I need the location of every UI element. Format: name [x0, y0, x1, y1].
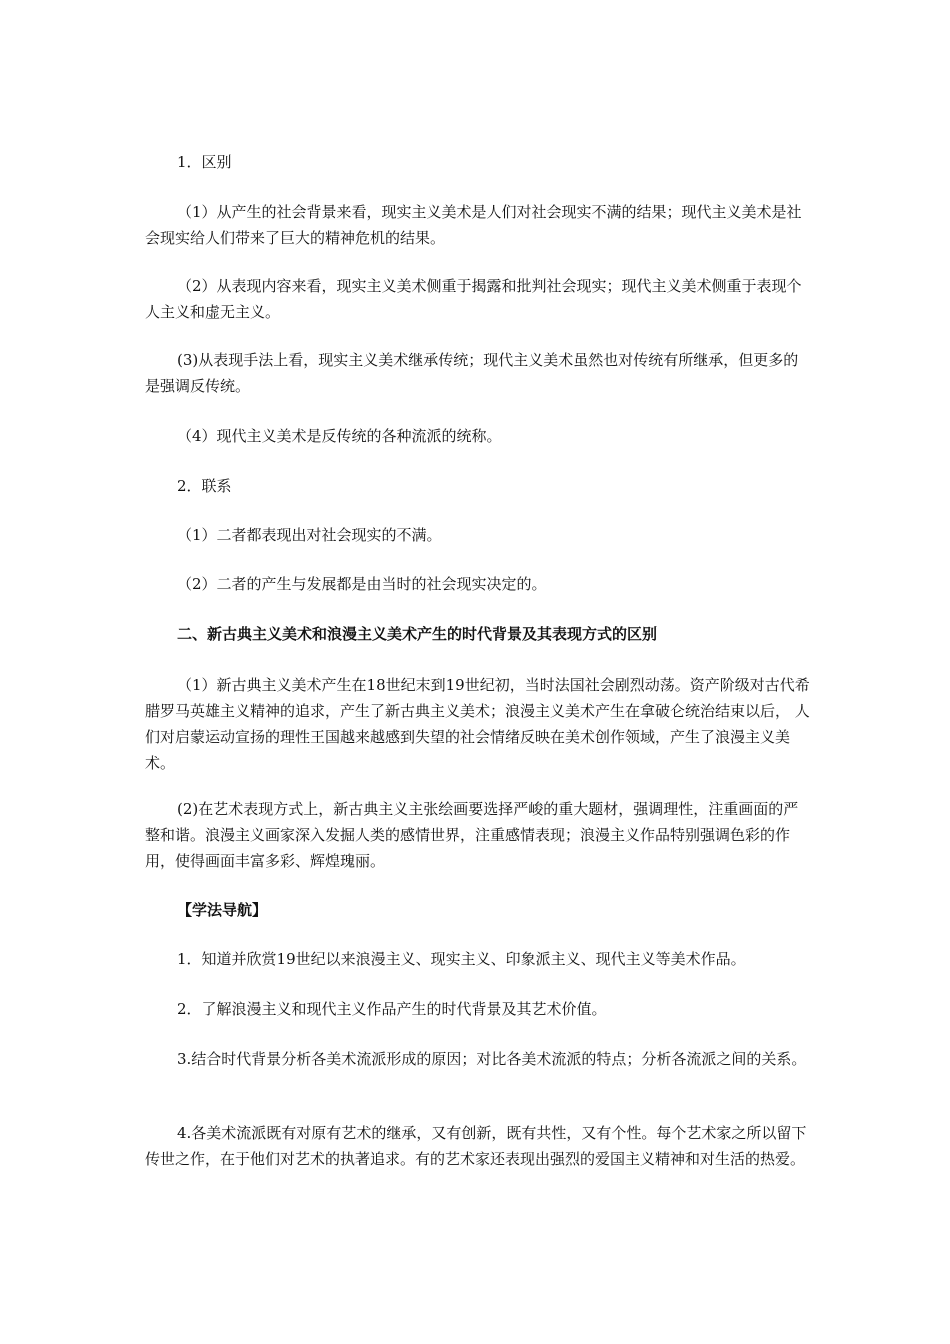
connection-paragraph-1: （1）二者都表现出对社会现实的不满。 [177, 526, 442, 544]
study-guide-item-2: 2．了解浪漫主义和现代主义作品产生的时代背景及其艺术价值。 [177, 1000, 607, 1018]
section-two-paragraph-1: （1）新古典主义美术产生在18世纪末到19世纪初，当时法国社会剧烈动荡。资产阶级对古代希腊罗马英雄主义精神的追求，产生了新古典主义美术；浪漫主义美术产生在拿破仑统治结束以后， 人们对启蒙运动宣扬的理性王国越来越感到失望的社会情绪反映在美术创作领域，产生了浪漫主义美术。 [145, 676, 810, 772]
section-two-paragraph-2: (2)在艺术表现方式上，新古典主义主张绘画要选择严峻的重大题材，强调理性，注重画面的严整和谐。浪漫主义画家深入发掘人类的感情世界，注重感情表现；浪漫主义作品特别强调色彩的作用，使得画面丰富多彩、辉煌瑰丽。 [145, 800, 799, 870]
difference-paragraph-4: （4）现代主义美术是反传统的各种流派的统称。 [177, 427, 502, 445]
difference-paragraph-1: （1）从产生的社会背景来看，现实主义美术是人们对社会现实不满的结果；现代主义美术是社会现实给人们带来了巨大的精神危机的结果。 [145, 203, 802, 247]
connections-heading: 2．联系 [177, 477, 232, 495]
study-guide-item-4: 4.各美术流派既有对原有艺术的继承，又有创新，既有共性，又有个性。每个艺术家之所以留下传世之作，在于他们对艺术的执著追求。有的艺术家还表现出强烈的爱国主义精神和对生活的热爱。 [145, 1124, 807, 1168]
differences-heading: 1．区别 [177, 153, 232, 171]
difference-paragraph-3: (3)从表现手法上看，现实主义美术继承传统；现代主义美术虽然也对传统有所继承，但更多的是强调反传统。 [145, 351, 799, 395]
study-guide-item-3: 3.结合时代背景分析各美术流派形成的原因；对比各美术流派的特点；分析各流派之间的关系。 [177, 1050, 807, 1068]
difference-paragraph-2: （2）从表现内容来看，现实主义美术侧重于揭露和批判社会现实；现代主义美术侧重于表现个人主义和虚无主义。 [145, 277, 802, 321]
connection-paragraph-2: （2）二者的产生与发展都是由当时的社会现实决定的。 [177, 575, 547, 593]
study-guide-title: 【学法导航】 [177, 901, 268, 919]
study-guide-item-1: 1．知道并欣赏19世纪以来浪漫主义、现实主义、印象派主义、现代主义等美术作品。 [177, 950, 746, 968]
section-two-title: 二、新古典主义美术和浪漫主义美术产生的时代背景及其表现方式的区别 [177, 625, 658, 643]
